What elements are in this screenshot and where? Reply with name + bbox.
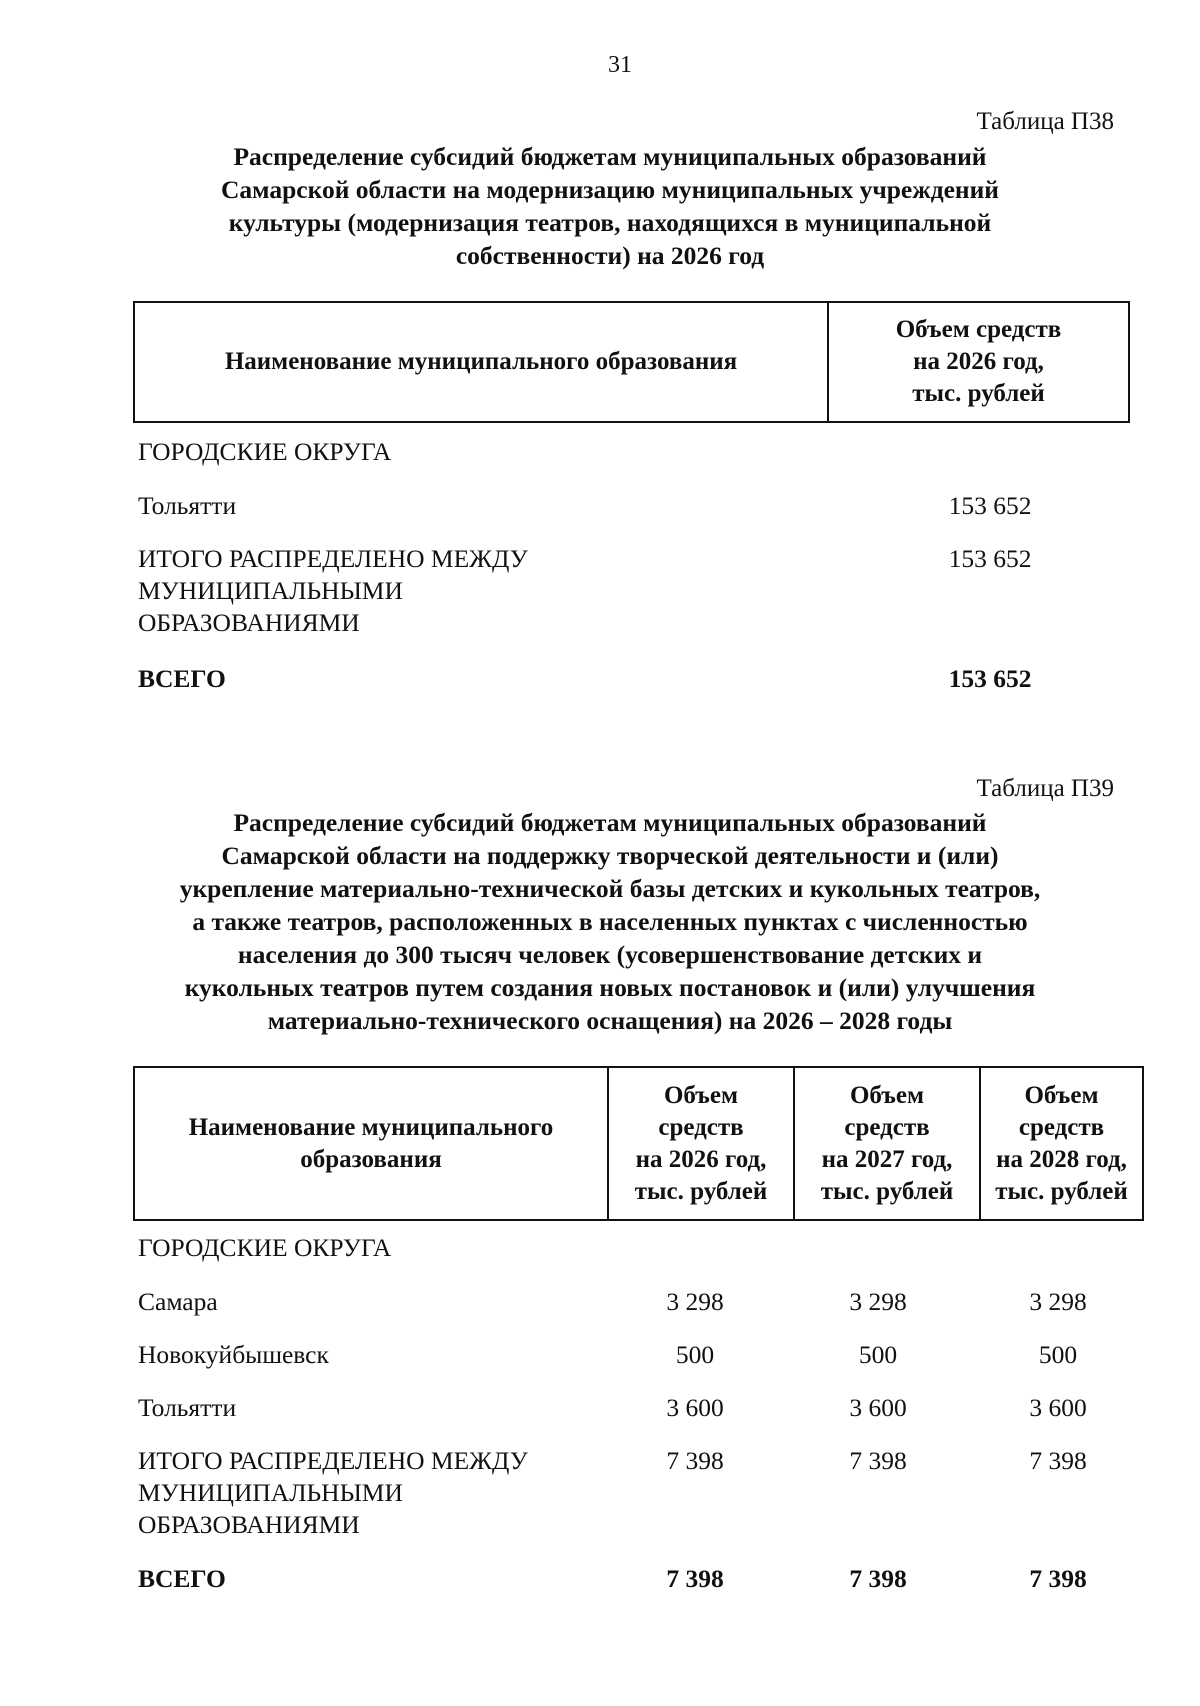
header-line: на 2028 год,: [996, 1145, 1127, 1173]
section-label: ГОРОДСКИЕ ОКРУГА: [138, 437, 392, 466]
header-2027-cell: [794, 1067, 980, 1220]
header-amount-cell: [828, 302, 1129, 422]
row-value-2026: 3 298: [666, 1287, 724, 1316]
row-value-2027: 500: [858, 1340, 898, 1369]
header-line: тыс. рублей: [820, 1177, 954, 1205]
row-value-2027: 7 398: [849, 1446, 907, 1475]
title-line: Самарской области на поддержку творческой деятельности и (или): [221, 841, 999, 870]
total-value-2027: 7 398: [849, 1564, 907, 1593]
row-value-2026: 3 600: [666, 1393, 724, 1422]
table-p38-label: Таблица П38: [976, 108, 1114, 135]
header-line: Объем средств: [895, 316, 1062, 343]
row-name-line: ОБРАЗОВАНИЯМИ: [138, 608, 360, 637]
header-line: на 2026 год,: [913, 348, 1044, 375]
title-line: населения до 300 тысяч человек (усовершенствование детских и: [237, 940, 983, 969]
row-value-2026: 7 398: [666, 1446, 724, 1475]
header-line: средств: [1018, 1113, 1105, 1141]
row-name: Самара: [138, 1287, 218, 1316]
header-line: на 2027 год,: [821, 1145, 953, 1173]
row-name-line: ОБРАЗОВАНИЯМИ: [138, 1510, 360, 1539]
header-line: тыс. рублей: [634, 1177, 768, 1205]
row-name: Новокуйбышевск: [138, 1340, 329, 1369]
header-line: тыс. рублей: [912, 380, 1045, 407]
page-number: 31: [608, 52, 632, 78]
total-value-2028: 7 398: [1029, 1564, 1087, 1593]
total-label: ВСЕГО: [138, 664, 226, 693]
header-line: тыс. рублей: [995, 1177, 1128, 1205]
title-line: Распределение субсидий бюджетам муниципальных образований: [233, 808, 987, 837]
total-label: ВСЕГО: [138, 1564, 226, 1593]
row-value-2028: 3 600: [1029, 1393, 1087, 1422]
row-name-line: МУНИЦИПАЛЬНЫМИ: [138, 576, 403, 605]
header-line: на 2026 год,: [635, 1145, 767, 1173]
row-value-2027: 3 298: [849, 1287, 907, 1316]
row-value: 153 652: [948, 544, 1032, 573]
total-value-2026: 7 398: [666, 1564, 724, 1593]
row-value-2027: 3 600: [849, 1393, 907, 1422]
title-line: а также театров, расположенных в населенных пунктах с численностью: [192, 907, 1028, 936]
section-label: ГОРОДСКИЕ ОКРУГА: [138, 1233, 392, 1262]
total-value: 153 652: [948, 664, 1032, 693]
header-line: Наименование муниципального: [188, 1113, 554, 1141]
title-line: собственности) на 2026 год: [455, 241, 765, 270]
table-p39-header: [133, 1066, 1144, 1221]
table-p38-title: [110, 140, 1110, 272]
row-value-2028: 7 398: [1029, 1446, 1087, 1475]
row-name-line: ИТОГО РАСПРЕДЕЛЕНО МЕЖДУ: [138, 544, 528, 573]
row-value-2028: 500: [1038, 1340, 1078, 1369]
table-p38-header: [133, 301, 1130, 423]
header-line: средств: [658, 1113, 744, 1141]
table-p39-label: Таблица П39: [976, 775, 1114, 802]
header-name-cell: Наименование муниципального образования: [134, 302, 828, 422]
title-line: кукольных театров путем создания новых постановок и (или) улучшения: [184, 973, 1036, 1002]
header-line: образования: [300, 1145, 442, 1173]
title-line: Самарской области на модернизацию муниципальных учреждений: [221, 175, 999, 204]
header-line: средств: [844, 1113, 930, 1141]
row-name: Тольятти: [138, 491, 237, 520]
header-line: Объем: [663, 1081, 739, 1109]
row-value-2028: 3 298: [1029, 1287, 1087, 1316]
header-line: Объем: [1024, 1081, 1099, 1109]
header-2028-cell: [980, 1067, 1143, 1220]
header-2026-cell: [608, 1067, 794, 1220]
table-p39-title: [110, 806, 1110, 1037]
row-name: [138, 1445, 528, 1541]
row-name-line: ИТОГО РАСПРЕДЕЛЕНО МЕЖДУ: [138, 1446, 528, 1475]
row-name-line: МУНИЦИПАЛЬНЫМИ: [138, 1478, 403, 1507]
row-value-2026: 500: [675, 1340, 715, 1369]
header-name-cell: [134, 1067, 608, 1220]
row-name: [138, 543, 528, 639]
title-line: культуры (модернизация театров, находящихся в муниципальной: [228, 208, 992, 237]
row-name: Тольятти: [138, 1393, 237, 1422]
title-line: Распределение субсидий бюджетам муниципальных образований: [233, 142, 987, 171]
header-line: Объем: [849, 1081, 925, 1109]
title-line: материально-технического оснащения) на 2026 – 2028 годы: [267, 1006, 953, 1035]
title-line: укрепление материально-технической базы детских и кукольных театров,: [179, 874, 1041, 903]
row-value: 153 652: [948, 491, 1032, 520]
